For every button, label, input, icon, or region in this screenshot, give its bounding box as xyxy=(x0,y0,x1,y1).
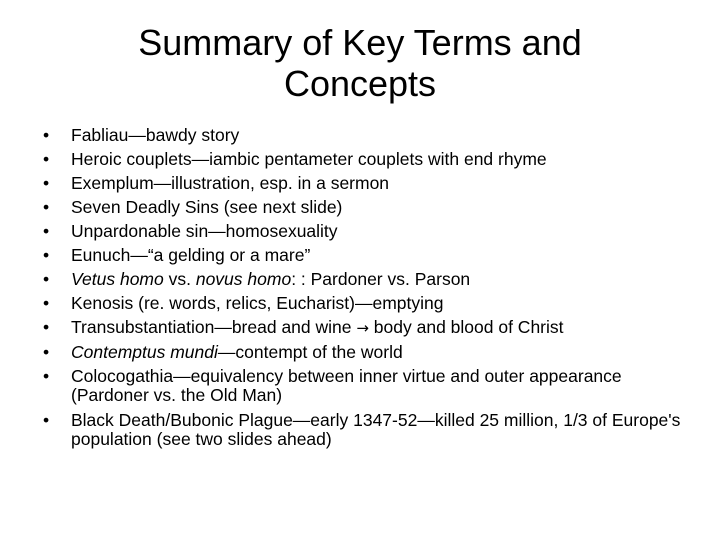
list-item xyxy=(38,246,688,265)
bullet-marker: • xyxy=(43,293,50,313)
list-item-text: Black Death/Bubonic Plague—early 1347-52—killed 25 million, 1/3 of Europe's population (see two slides ahead) xyxy=(71,410,681,449)
bullet-marker: • xyxy=(43,342,50,362)
bullet-list xyxy=(38,126,688,455)
list-item-text: Unpardonable sin—homosexuality xyxy=(71,221,338,241)
list-item-text: Exemplum—illustration, esp. in a sermon xyxy=(71,173,390,193)
right-arrow-icon: → xyxy=(356,319,369,337)
bullet-marker: • xyxy=(43,221,50,241)
list-item-text: vs. xyxy=(163,269,196,289)
bullet-marker: • xyxy=(43,149,50,169)
list-item-text: Colocogathia—equivalency between inner virtue and outer appearance (Pardoner vs. the Old Man) xyxy=(71,366,622,405)
list-item-text: Heroic couplets—iambic pentameter couplets with end rhyme xyxy=(71,149,547,169)
list-item-text: Eunuch—“a gelding or a mare” xyxy=(71,245,311,265)
list-item xyxy=(38,367,688,405)
list-item-text: Seven Deadly Sins (see next slide) xyxy=(71,197,343,217)
list-item xyxy=(38,343,688,362)
slide-title xyxy=(60,22,660,104)
list-item xyxy=(38,318,688,338)
list-item-italic-term: Vetus homo xyxy=(71,269,164,289)
list-item xyxy=(38,222,688,241)
bullet-marker: • xyxy=(43,125,50,145)
list-item xyxy=(38,198,688,217)
bullet-marker: • xyxy=(43,410,50,430)
bullet-marker: • xyxy=(43,197,50,217)
list-item xyxy=(38,411,688,449)
bullet-marker: • xyxy=(43,269,50,289)
bullet-marker: • xyxy=(43,173,50,193)
list-item-text: Fabliau—bawdy story xyxy=(71,125,240,145)
list-item xyxy=(38,126,688,145)
list-item-italic-term: Contemptus mundi xyxy=(71,342,218,362)
list-item-text: body and blood of Christ xyxy=(368,317,564,337)
bullet-marker: • xyxy=(43,317,50,337)
list-item-text: —contempt of the world xyxy=(217,342,403,362)
bullet-marker: • xyxy=(43,245,50,265)
list-item-text: Transubstantiation—bread and wine xyxy=(71,317,357,337)
list-item xyxy=(38,174,688,193)
list-item xyxy=(38,294,688,313)
slide-title-line-2: Concepts xyxy=(283,63,437,104)
list-item xyxy=(38,150,688,169)
list-item xyxy=(38,270,688,289)
list-item-text: : : Pardoner vs. Parson xyxy=(291,269,471,289)
list-item-italic-term: novus homo xyxy=(195,269,292,289)
bullet-marker: • xyxy=(43,366,50,386)
list-item-text: Kenosis (re. words, relics, Eucharist)—emptying xyxy=(71,293,444,313)
slide-title-line-1: Summary of Key Terms and xyxy=(138,22,582,63)
